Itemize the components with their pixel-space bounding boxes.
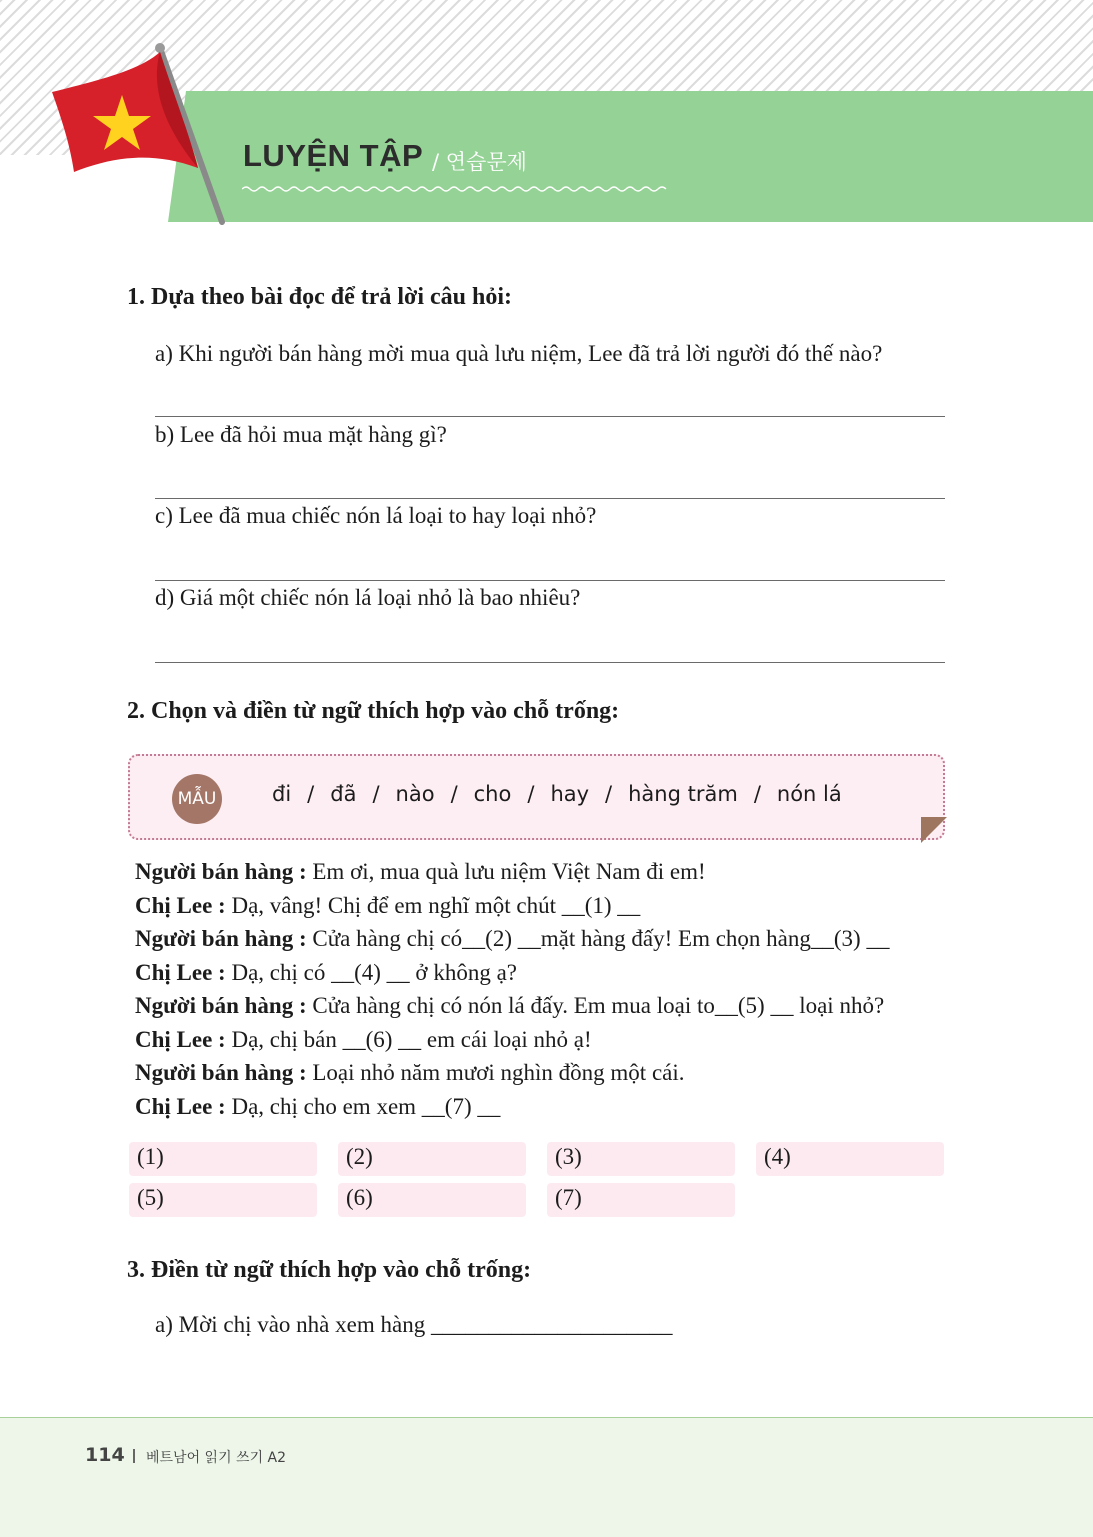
page-number: 114 <box>85 1444 125 1466</box>
dialog-speaker: Chị Lee : <box>135 892 226 918</box>
dialog-line <box>135 1090 889 1124</box>
answer-box-7[interactable]: (7) <box>547 1183 735 1217</box>
word-separator: / <box>372 782 380 806</box>
word-separator: / <box>527 782 535 806</box>
book-title: 베트남어 읽기 쓰기 A2 <box>146 1450 287 1466</box>
fill-item-a[interactable]: a) Mời chị vào nhà xem hàng _____________________ <box>155 1312 673 1337</box>
dialog-text: Dạ, chị bán __(6) __ em cái loại nhỏ ạ! <box>225 1026 592 1052</box>
example-badge: MẪU <box>172 774 222 824</box>
dialog-speaker: Chị Lee : <box>135 1093 226 1119</box>
dialog-text: Cửa hàng chị có nón lá đấy. Em mua loại to__(5) __ loại nhỏ? <box>306 993 885 1018</box>
dialog-text: Dạ, chị cho em xem __(7) __ <box>225 1093 501 1119</box>
word-option: hay <box>550 782 590 806</box>
answer-box-1[interactable]: (1) <box>129 1142 317 1176</box>
dialog-line <box>135 855 889 889</box>
word-option: nón lá <box>776 782 842 806</box>
answer-line-c[interactable] <box>155 580 945 581</box>
dialog-text: Em ơi, mua quà lưu niệm Việt Nam đi em! <box>306 859 706 884</box>
dialog-line <box>135 889 889 923</box>
title-wavy-underline <box>242 184 668 194</box>
answer-line-b[interactable] <box>155 498 945 499</box>
answer-box-2[interactable]: (2) <box>338 1142 526 1176</box>
answer-box-3[interactable]: (3) <box>547 1142 735 1176</box>
answer-line-d[interactable] <box>155 662 945 663</box>
word-separator: / <box>605 782 613 806</box>
question-a: a) Khi người bán hàng mời mua quà lưu niệm, Lee đã trả lời người đó thế nào? <box>155 341 883 366</box>
vietnam-flag-icon <box>40 40 240 230</box>
dialog-line <box>135 1023 889 1057</box>
question-b: b) Lee đã hỏi mua mặt hàng gì? <box>155 422 447 447</box>
word-option: cho <box>473 782 512 806</box>
footer-divider <box>133 1449 135 1463</box>
page-subtitle: / 연습문제 <box>432 150 527 174</box>
section2-title: 2. Chọn và điền từ ngữ thích hợp vào chỗ trống: <box>127 698 620 724</box>
question-c: c) Lee đã mua chiếc nón lá loại to hay loại nhỏ? <box>155 503 597 528</box>
word-separator: / <box>450 782 458 806</box>
dialog-speaker: Chị Lee : <box>135 1026 226 1052</box>
word-option: đi <box>272 782 292 806</box>
page-fold-corner-icon <box>921 817 947 843</box>
dialog-speaker: Người bán hàng : <box>135 1060 307 1085</box>
answer-line-a[interactable] <box>155 416 945 417</box>
word-separator: / <box>307 782 315 806</box>
dialog-speaker: Người bán hàng : <box>135 926 307 951</box>
dialog-speaker: Người bán hàng : <box>135 859 307 884</box>
dialog-text: Loại nhỏ năm mươi nghìn đồng một cái. <box>306 1060 685 1085</box>
page-footer <box>0 1417 1093 1537</box>
section3-title: 3. Điền từ ngữ thích hợp vào chỗ trống: <box>127 1257 532 1283</box>
word-option: đã <box>330 782 357 806</box>
dialog-line <box>135 1056 889 1090</box>
dialog-speaker: Chị Lee : <box>135 959 226 985</box>
dialog-speaker: Người bán hàng : <box>135 993 307 1018</box>
page-title: LUYỆN TẬP <box>243 138 424 173</box>
dialog-line <box>135 956 889 990</box>
dialog-text: Dạ, chị có __(4) __ ở không ạ? <box>225 959 517 985</box>
word-bank-list <box>272 782 842 806</box>
answer-box-6[interactable]: (6) <box>338 1183 526 1217</box>
dialog-line <box>135 922 889 956</box>
dialog-line <box>135 989 889 1023</box>
dialog-text: Cửa hàng chị có__(2) __mặt hàng đấy! Em chọn hàng__(3) __ <box>306 926 890 951</box>
word-separator: / <box>753 782 761 806</box>
word-option: hàng trăm <box>628 782 738 806</box>
section1-title: 1. Dựa theo bài đọc để trả lời câu hỏi: <box>127 284 513 310</box>
dialog-text: Dạ, vâng! Chị để em nghĩ một chút __(1) __ <box>225 892 641 918</box>
dialog-block <box>135 855 889 1123</box>
question-d: d) Giá một chiếc nón lá loại nhỏ là bao nhiêu? <box>155 585 581 610</box>
answer-box-4[interactable]: (4) <box>756 1142 944 1176</box>
answer-box-5[interactable]: (5) <box>129 1183 317 1217</box>
word-option: nào <box>395 782 435 806</box>
